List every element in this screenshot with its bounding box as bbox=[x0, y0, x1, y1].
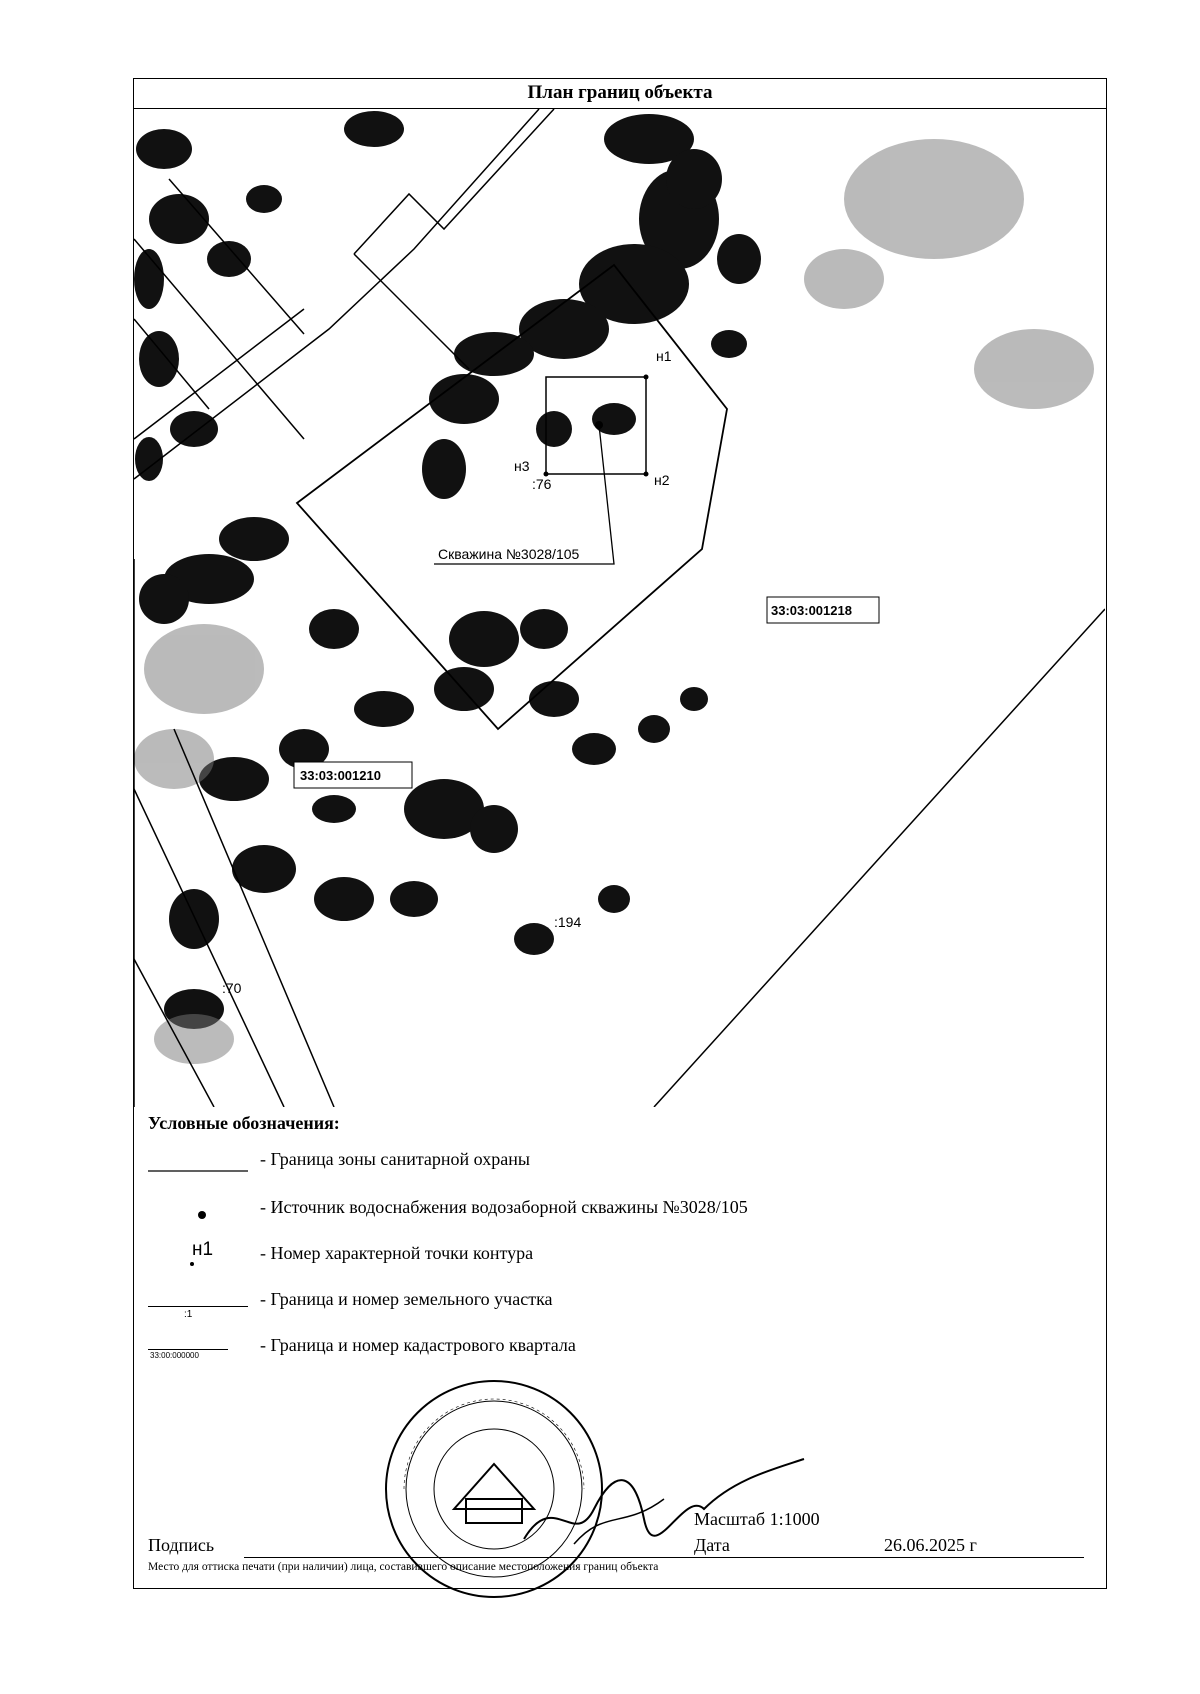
point-n1-marker bbox=[644, 375, 649, 380]
parcel-label-194: :194 bbox=[554, 914, 582, 930]
document-frame bbox=[133, 78, 1107, 1589]
well-leader-line bbox=[434, 425, 614, 564]
point-label-n2: н2 bbox=[654, 472, 670, 488]
quarter-label-1218: 33:03:001218 bbox=[771, 603, 852, 618]
stamp-note: Место для оттиска печати (при наличии) лица, составившего описание местоположения границ объекта bbox=[148, 1561, 659, 1573]
well-label: Скважина №3028/105 bbox=[438, 546, 580, 562]
vegetation-texture bbox=[134, 111, 761, 1029]
source-dot-symbol bbox=[144, 1189, 254, 1229]
well-source-dot bbox=[595, 421, 603, 429]
scale-label: Масштаб 1:1000 bbox=[694, 1509, 820, 1529]
signature-label: Подпись bbox=[148, 1535, 215, 1555]
legend-text-zone: - Граница зоны санитарной охраны bbox=[260, 1149, 530, 1169]
legend-item-quarter bbox=[144, 1327, 1044, 1367]
map-svg bbox=[134, 109, 1105, 1107]
signature-block bbox=[134, 1499, 1106, 1589]
legend-text-point: - Номер характерной точки контура bbox=[260, 1243, 534, 1263]
signature-line bbox=[244, 1557, 829, 1558]
legend-text-source: - Источник водоснабжения водозаборной скважины №3028/105 bbox=[260, 1197, 748, 1217]
point-label-n3: н3 bbox=[514, 458, 530, 474]
quarter-symbol-text: 33:00:000000 bbox=[150, 1351, 199, 1360]
legend-text-quarter: - Граница и номер кадастрового квартала bbox=[260, 1335, 576, 1355]
parcel-label-76: :76 bbox=[532, 476, 552, 492]
legend-title: Условные обозначения: bbox=[148, 1113, 340, 1133]
legend-item-point bbox=[144, 1235, 1044, 1275]
boundary-map bbox=[134, 109, 1105, 1107]
date-line bbox=[764, 1557, 1084, 1558]
point-symbol-text: н1 bbox=[192, 1239, 214, 1260]
legend-item-parcel bbox=[144, 1281, 1044, 1321]
zone-line-symbol bbox=[144, 1141, 254, 1181]
page-title: План границ объекта bbox=[134, 79, 1106, 109]
date-value: 26.06.2025 г bbox=[884, 1535, 977, 1555]
quarter-label-1210: 33:03:001210 bbox=[300, 768, 381, 783]
parcel-symbol bbox=[144, 1281, 254, 1321]
legend-text-parcel: - Граница и номер земельного участка bbox=[260, 1289, 553, 1309]
quarter-symbol bbox=[144, 1327, 254, 1367]
point-n2-marker bbox=[644, 472, 649, 477]
parcel-symbol-text: :1 bbox=[184, 1309, 193, 1320]
point-label-n1: н1 bbox=[656, 348, 672, 364]
point-symbol bbox=[144, 1235, 254, 1275]
legend-item-source bbox=[144, 1189, 1044, 1229]
date-label: Дата bbox=[694, 1535, 730, 1555]
legend-item-zone bbox=[144, 1141, 1044, 1181]
parcel-label-70: :70 bbox=[222, 980, 242, 996]
